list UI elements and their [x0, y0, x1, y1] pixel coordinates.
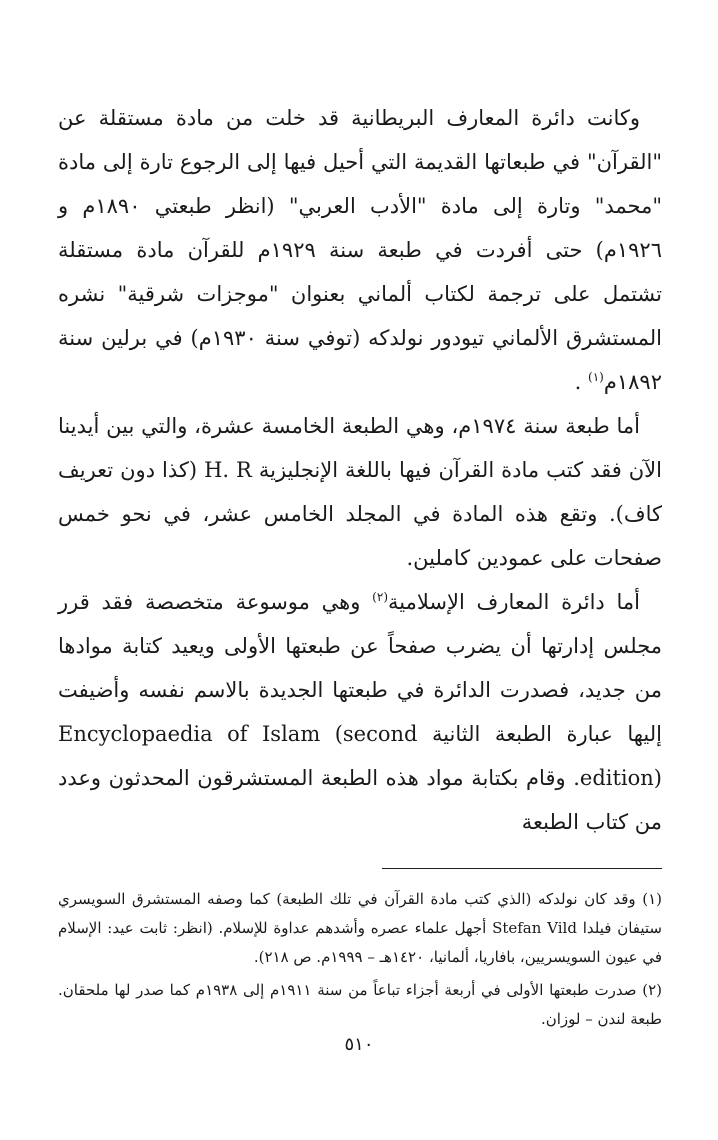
- footnote-ref-2: (٢): [372, 590, 388, 604]
- paragraph-3-rest: وهي موسوعة متخصصة فقد قرر مجلس إدارتها أن يضرب صفحاً عن طبعتها الأولى ويعيد كتابة موادها من جديد، فصدرت الدائرة في طبعتها الجديدة بالاسم نفسه وأضيفت إليها عبارة الطبعة الثانية Encyclopaedia of Islam (second edition). وقام بكتابة مواد هذه الطبعة المستشرقون المحدثون وعدد من كتاب الطبعة: [58, 590, 662, 834]
- paragraph-3-start: أما دائرة المعارف الإسلامية: [388, 590, 640, 614]
- paragraph-2: أما طبعة سنة ١٩٧٤م، وهي الطبعة الخامسة عشرة، والتي بين أيدينا الآن فقد كتب مادة القرآن فيها باللغة الإنجليزية H. R (كذا دون تعريف كاف). وتقع هذه المادة في المجلد الخامس عشر، في نحو خمس صفحات على عمودين كاملين.: [58, 414, 662, 570]
- main-text: [58, 96, 662, 844]
- footnote-2: (٢) صدرت طبعتها الأولى في أربعة أجزاء تباعاً من سنة ١٩١١م إلى ١٩٣٨م كما صدر لها ملحقان. طبعة لندن – لوزان.: [58, 981, 662, 1028]
- paragraph-3: [58, 580, 662, 844]
- footnote-divider: [382, 868, 662, 869]
- paragraph-1-end: .: [574, 370, 589, 394]
- paragraph-1: [58, 96, 662, 404]
- page-number: ٥١٠: [344, 1034, 374, 1055]
- footnotes: [58, 885, 662, 1034]
- paragraph-1-text: وكانت دائرة المعارف البريطانية قد خلت من مادة مستقلة عن "القرآن" في طبعاتها القديمة التي أحيل فيها إلى الرجوع تارة إلى مادة "محمد" وتارة إلى مادة "الأدب العربي" (انظر طبعتي ١٨٩٠م و ١٩٢٦م) حتى أفردت في طبعة سنة ١٩٢٩م للقرآن مادة مستقلة تشتمل على ترجمة لكتاب ألماني بعنوان "موجزات شرقية" نشره المستشرق الألماني تيودور نولدكه (توفي سنة ١٩٣٠م) في برلين سنة ١٨٩٢م: [58, 106, 662, 394]
- footnote-ref-1: (١): [588, 370, 604, 384]
- footnote-1: (١) وقد كان نولدكه (الذي كتب مادة القرآن في تلك الطبعة) كما وصفه المستشرق السويسري ستيفان فيلدا Stefan Vild أجهل علماء عصره وأشدهم عداوة للإسلام. (انظر: ثابت عيد: الإسلام في عيون السويسريين، بافاريا، ألمانيا، ١٤٢٠هـ – ١٩٩٩م. ص ٢١٨).: [58, 890, 662, 966]
